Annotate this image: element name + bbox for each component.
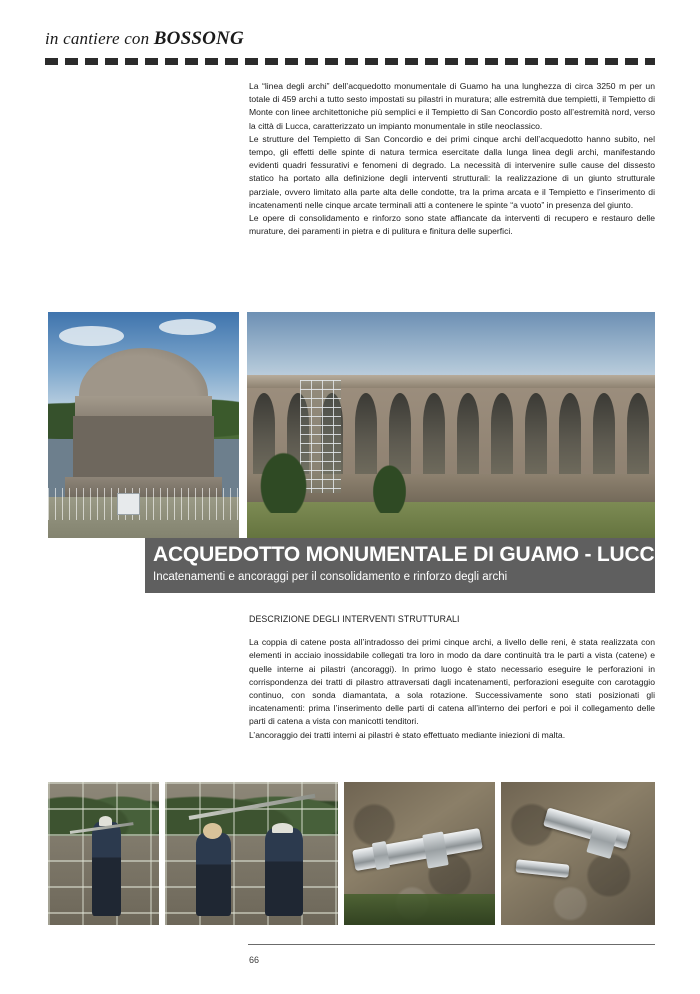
site-sign: [117, 493, 140, 515]
photo-strip-item-2: [165, 782, 338, 925]
arch: [553, 388, 587, 474]
masonry-region: [501, 782, 655, 925]
arch: [485, 388, 519, 474]
intro-text-column: [249, 80, 655, 238]
photo-strip-item-4: [501, 782, 655, 925]
scaffolding: [165, 782, 338, 925]
drum-shape: [75, 396, 213, 419]
worker-figure: [196, 833, 231, 916]
intro-paragraph-2: Le strutture del Tempietto di San Concordio e dei primi cinque archi dell’acquedotto hanno subito, nel tempo, gli effetti delle spinte di natura termica esercitate dalla lunga linea degli archi, manifestando evidenti quadri fessurativi e fenomeni di degrado. La necessità di intervenire sulle cause del dissesto statico ha portato alla definizione degli interventi strutturali: la realizzazione di un giunto strutturale parziale, ovvero limitato alla parte alta delle condotte, tra la prima arcata e il Tempietto e l’inserimento di incatenamenti nelle cinque arcate terminali atti a contenere le spinte “a vuoto” in presenza del giunto.: [249, 133, 655, 210]
worker-figure: [92, 822, 121, 916]
arch: [621, 388, 655, 474]
header-brand: BOSSONG: [153, 28, 244, 49]
page-number: 66: [249, 955, 260, 965]
project-title: ACQUEDOTTO MONUMENTALE DI GUAMO - LUCCA: [153, 543, 670, 566]
intro-paragraph-1: La “linea degli archi” dell’acquedotto monumentale di Guamo ha una lunghezza di circa 3250 m per un totale di 459 archi a tutto sesto impostati su pilastri in muratura; alle estremità due tempietti, il Tempietto di Monte con linee architettoniche più semplici e il Tempietto di San Concordio posto all’estremità nord, verso la città di Lucca, caratterizzato un impianto monumentale in stile neoclassico.: [249, 81, 655, 131]
project-subtitle: Incatenamenti e ancoraggi per il consolidamento e rinforzo degli archi: [153, 571, 508, 583]
vegetation-region: [344, 894, 494, 925]
description-section: [249, 613, 655, 742]
helmet-shape: [272, 823, 293, 833]
cloud-shape: [59, 326, 124, 346]
photo-aqueduct: [247, 312, 655, 538]
arch: [417, 388, 451, 474]
arch: [519, 388, 553, 474]
photo-temple: [48, 312, 239, 538]
project-title-banner: [145, 538, 670, 593]
page-header: [45, 28, 655, 50]
photo-strip-item-1: [48, 782, 159, 925]
arch: [587, 388, 621, 474]
header-prefix: in cantiere con: [45, 29, 154, 48]
intro-paragraph-3: Le opere di consolidamento e rinforzo sono state affiancate da interventi di recupero e restauro delle murature, dei paramenti in pietra e di pulitura e finitura delle superfici.: [249, 213, 655, 237]
header-dashed-divider: [45, 58, 655, 65]
description-paragraph-2: L’ancoraggio dei tratti interni ai pilastri è stato effettuato mediante iniezioni di malta.: [249, 729, 566, 740]
description-heading: DESCRIZIONE DEGLI INTERVENTI STRUTTURALI: [249, 614, 460, 624]
colonnade-shape: [73, 416, 214, 479]
photo-strip-item-3: [344, 782, 494, 925]
cloud-shape: [159, 319, 216, 335]
description-paragraph-1: La coppia di catene posta all’intradosso dei primi cinque archi, a livello delle reni, è stata realizzata con elementi in acciaio inossidabile collegati tra loro in modo da dare continuità tra le parti a vista (catene) e quelle interne ai pilastri (ancoraggi). In primo luogo è stato necessario eseguire le perforazioni in corrispondenza dei tratti di pilastro attraversati dagli incatenamenti, perforazioni eseguite con carotaggio continuo, con sonda diamantata, a sola rotazione. Successivamente sono stati posizionati gli incatenamenti: prima l’inserimento delle parti di catena all’interno dei perfori e poi il collegamento delle parti di catena a vista con manicotti tenditori.: [249, 637, 655, 727]
arch: [451, 388, 485, 474]
worker-figure: [265, 828, 303, 917]
site-fence: [48, 488, 239, 520]
tree-shape: [255, 445, 312, 513]
header-title: [45, 28, 655, 50]
photo-strip: [48, 782, 655, 925]
footer-divider: [248, 944, 655, 945]
tree-shape: [369, 459, 410, 513]
